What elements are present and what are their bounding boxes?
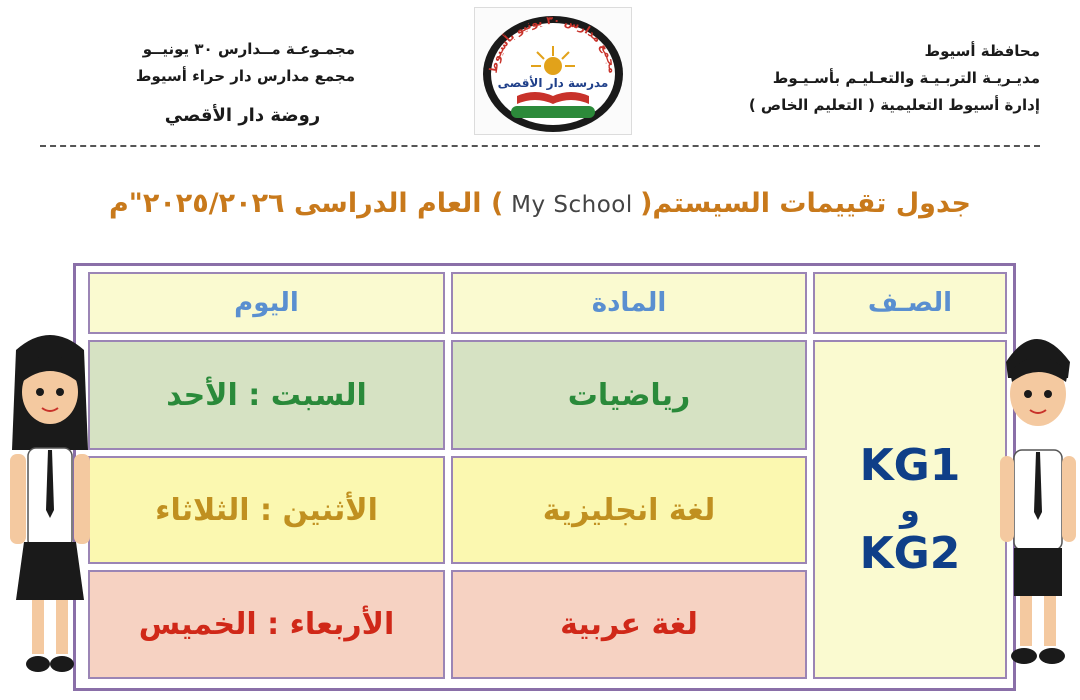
header-subject: المادة: [451, 272, 807, 334]
school-logo: [474, 7, 632, 135]
class-kg1: KG1: [859, 439, 961, 491]
logo-ribbon-icon: [511, 106, 595, 118]
row-1-day: السبت : الأحد: [88, 340, 445, 450]
directorate-line: مديـريـة التربـيـة والتعـليـم بأسـيـوط: [772, 69, 1040, 87]
governorate-line: محافظة أسيوط: [924, 42, 1040, 60]
row-3-subject: لغة عربية: [451, 570, 807, 679]
header-left-block: [130, 36, 355, 129]
page-title: [0, 188, 1080, 219]
school-logo-emblem: [475, 8, 631, 134]
header-day: اليوم: [88, 272, 445, 334]
schools-group-line: مجمـوعـة مــدارس ٣٠ يونيــو: [142, 40, 355, 58]
header-class: الصـف: [813, 272, 1007, 334]
logo-arc-text: مجمع مدارس ٣٠ يونيو بأسيوط: [486, 13, 620, 74]
class-and: و: [900, 490, 920, 529]
boy-student-illustration: [996, 322, 1078, 674]
logo-center-text: مدرسة دار الأقصى: [497, 76, 609, 90]
school-complex-line: مجمع مدارس دار حراء أسيوط: [135, 67, 355, 85]
row-2-day: الأثنين : الثلاثاء: [88, 456, 445, 564]
administration-line: إدارة أسيوط التعليمية ( التعليم الخاص ): [748, 96, 1040, 114]
row-1-subject: رياضيات: [451, 340, 807, 450]
kindergarten-name: روضة دار الأقصي: [164, 105, 321, 126]
row-2-subject: لغة انجليزية: [451, 456, 807, 564]
schedule-table: [73, 263, 1016, 691]
title-prefix: جدول تقييمات السيستم(: [640, 188, 972, 219]
header-right-block: [749, 38, 1040, 119]
girl-student-illustration: [4, 330, 96, 680]
row-3-day: الأربعاء : الخميس: [88, 570, 445, 679]
class-cell: [813, 340, 1007, 679]
class-kg2: KG2: [859, 527, 961, 579]
title-english: My School: [503, 192, 641, 218]
header-divider: [40, 145, 1040, 147]
title-suffix: ) العام الدراسى ٢٠٢٥/٢٠٢٦"م: [108, 188, 504, 219]
